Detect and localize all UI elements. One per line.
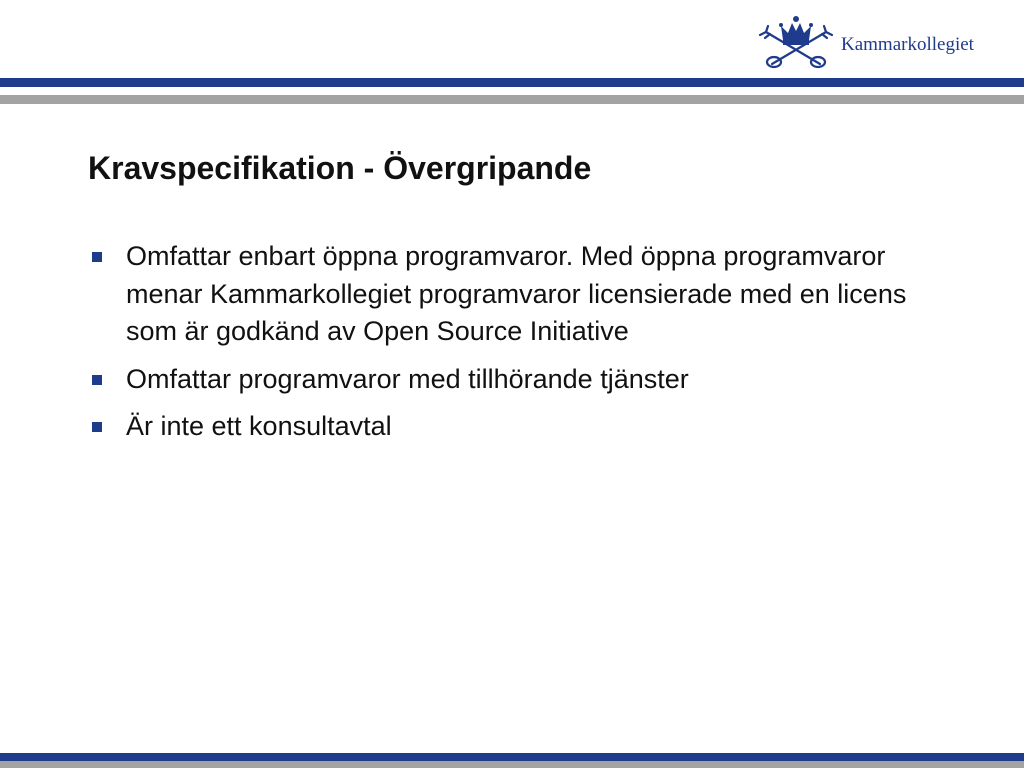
bullet-text: Är inte ett konsultavtal: [126, 411, 392, 441]
bullet-square-icon: [92, 422, 102, 432]
bullet-item: [90, 238, 950, 351]
bullet-list: [90, 238, 950, 456]
bullet-item: [90, 361, 950, 399]
slide-title: Kravspecifikation - Övergripande: [88, 150, 592, 186]
logo-text: Kammarkollegiet: [841, 34, 974, 55]
crown-crossed-keys-icon: [756, 14, 836, 72]
footer-rule-gray: [0, 761, 1024, 768]
logo: [756, 14, 1006, 74]
header-rule-blue: [0, 78, 1024, 87]
bullet-square-icon: [92, 252, 102, 262]
bullet-square-icon: [92, 375, 102, 385]
bullet-text: Omfattar programvaror med tillhörande tjänster: [126, 363, 689, 394]
footer-rule-blue: [0, 753, 1024, 761]
bullet-text: Omfattar enbart öppna programvaror. Med öppna programvaror menar Kammarkollegiet programvaror licensierade med en licens som är godkänd av Open Source Initiative: [126, 241, 907, 346]
bullet-item: [90, 408, 950, 446]
header-rule-gray: [0, 95, 1024, 104]
